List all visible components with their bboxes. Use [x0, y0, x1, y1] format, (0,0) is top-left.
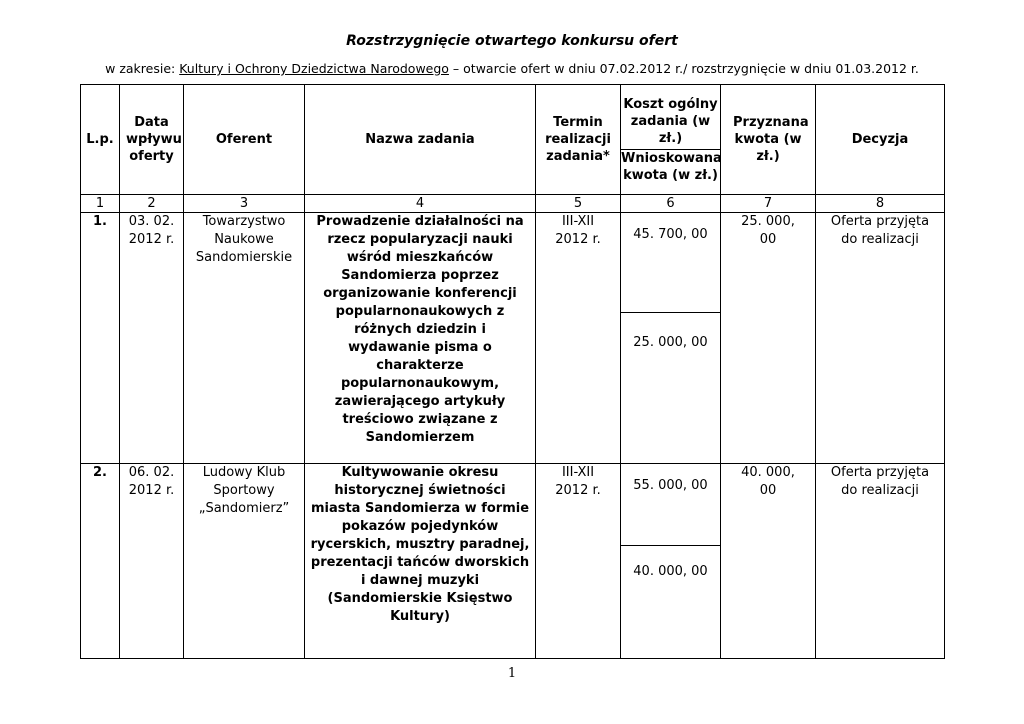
column-number: 3: [184, 195, 305, 213]
row-date: 06. 02. 2012 r.: [120, 464, 184, 659]
subtitle-prefix: w zakresie:: [105, 61, 180, 76]
column-number: 6: [621, 195, 721, 213]
row-granted: 40. 000, 00: [721, 464, 816, 659]
header-requested: Wnioskowana kwota (w zł.): [621, 150, 722, 183]
row-cost: [621, 464, 721, 659]
row-term: III-XII 2012 r.: [536, 464, 621, 659]
table-row: [81, 213, 945, 464]
table-row: [81, 464, 945, 659]
row-date: 03. 02. 2012 r.: [120, 213, 184, 464]
column-number: 4: [305, 195, 536, 213]
row-task: Prowadzenie działalności na rzecz popularyzacji nauki wśród mieszkańców Sandomierza poprzez organizowanie konferencji popularnonaukowych z różnych dziedzin i wydawanie pisma o charakterze popularnonaukowym, zawierającego artykuły treściowo związane z Sandomierzem: [305, 213, 536, 464]
header-cost: [621, 85, 721, 195]
header-offerer: Oferent: [184, 85, 305, 195]
row-decision: Oferta przyjęta do realizacji: [816, 213, 945, 464]
subtitle-field: Kultury i Ochrony Dziedzictwa Narodowego: [179, 61, 449, 76]
row-term: III-XII 2012 r.: [536, 213, 621, 464]
column-number: 7: [721, 195, 816, 213]
row-total-cost: 55. 000, 00: [621, 464, 720, 546]
header-granted: Przyznana kwota (w zł.): [721, 85, 816, 195]
page-number: 1: [507, 666, 517, 681]
column-number-row: [81, 195, 945, 213]
header-decision: Decyzja: [816, 85, 945, 195]
column-number: 1: [81, 195, 120, 213]
header-date: Data wpływu oferty: [120, 85, 184, 195]
results-table: [80, 84, 945, 659]
header-lp: L.p.: [81, 85, 120, 195]
row-requested: 40. 000, 00: [633, 564, 708, 579]
row-offerer: Ludowy Klub Sportowy „Sandomierz”: [184, 464, 305, 659]
column-number: 8: [816, 195, 945, 213]
row-offerer: Towarzystwo Naukowe Sandomierskie: [184, 213, 305, 464]
document-subtitle: [0, 61, 1024, 76]
header-term: Termin realizacji zadania*: [536, 85, 621, 195]
column-number: 5: [536, 195, 621, 213]
row-granted: 25. 000, 00: [721, 213, 816, 464]
row-requested: 25. 000, 00: [633, 335, 708, 350]
row-total-cost: 45. 700, 00: [621, 213, 720, 313]
column-number: 2: [120, 195, 184, 213]
header-total-cost: Koszt ogólny zadania (w zł.): [621, 96, 720, 150]
row-lp: 1.: [81, 213, 120, 464]
document-title: Rozstrzygnięcie otwartego konkursu ofert: [346, 33, 678, 49]
header-task: Nazwa zadania: [305, 85, 536, 195]
subtitle-suffix: – otwarcie ofert w dniu 07.02.2012 r./ rozstrzygnięcie w dniu 01.03.2012 r.: [448, 61, 919, 76]
row-cost: [621, 213, 721, 464]
row-task: Kultywowanie okresu historycznej świetności miasta Sandomierza w formie pokazów pojedynków rycerskich, musztry paradnej, prezentacji tańców dworskich i dawnej muzyki (Sandomierskie Księstwo Kultury): [305, 464, 536, 659]
row-decision: Oferta przyjęta do realizacji: [816, 464, 945, 659]
row-lp: 2.: [81, 464, 120, 659]
header-row: [81, 85, 945, 195]
